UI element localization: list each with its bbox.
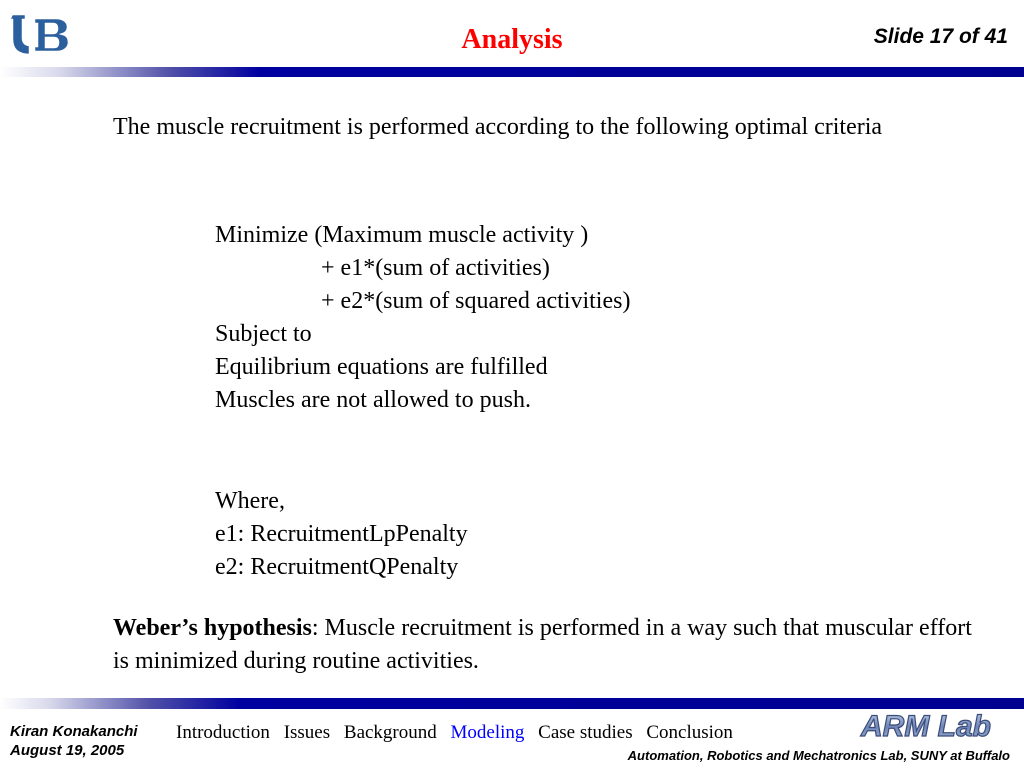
nav-conclusion[interactable]: Conclusion <box>646 722 733 743</box>
nav-issues[interactable]: Issues <box>283 722 331 743</box>
formula-block <box>215 219 630 417</box>
nav-case-studies[interactable]: Case studies <box>538 722 633 743</box>
slide-counter: Slide 17 of 41 <box>873 25 1008 48</box>
lab-name: Automation, Robotics and Mechatronics Lab, SUNY at Buffalo <box>627 748 1010 763</box>
where-line: e1: RecruitmentLpPenalty <box>215 521 468 547</box>
presentation-date: August 19, 2005 <box>10 742 125 759</box>
where-block <box>215 485 468 584</box>
formula-line: + e1*(sum of activities) <box>321 255 550 281</box>
formula-line: Minimize (Maximum muscle activity ) <box>215 222 589 248</box>
arm-lab-logo-text: ARM Lab <box>861 710 991 743</box>
formula-line: + e2*(sum of squared activities) <box>321 288 631 314</box>
author-name: Kiran Konakanchi <box>10 723 138 740</box>
header-divider <box>0 67 1024 77</box>
arm-lab-logo <box>846 708 1006 744</box>
nav-introduction[interactable]: Introduction <box>176 722 270 743</box>
nav-background[interactable]: Background <box>343 722 437 743</box>
nav-modeling[interactable]: Modeling <box>450 722 525 743</box>
where-line: e2: RecruitmentQPenalty <box>215 554 459 580</box>
author-info <box>10 722 138 760</box>
formula-line: Muscles are not allowed to push. <box>215 387 531 413</box>
formula-line: Equilibrium equations are fulfilled <box>215 354 548 380</box>
weber-label: Weber’s hypothesis <box>113 615 312 641</box>
footer-nav <box>176 722 742 744</box>
slide-title: Analysis <box>461 24 563 55</box>
weber-paragraph <box>113 612 983 678</box>
weber-text: : Muscle recruitment is performed in a way such that muscular effort is minimized during routine activities. <box>113 615 972 674</box>
formula-line: Subject to <box>215 321 312 347</box>
where-line: Where, <box>215 488 285 514</box>
intro-paragraph: The muscle recruitment is performed according to the following optimal criteria <box>113 114 883 140</box>
